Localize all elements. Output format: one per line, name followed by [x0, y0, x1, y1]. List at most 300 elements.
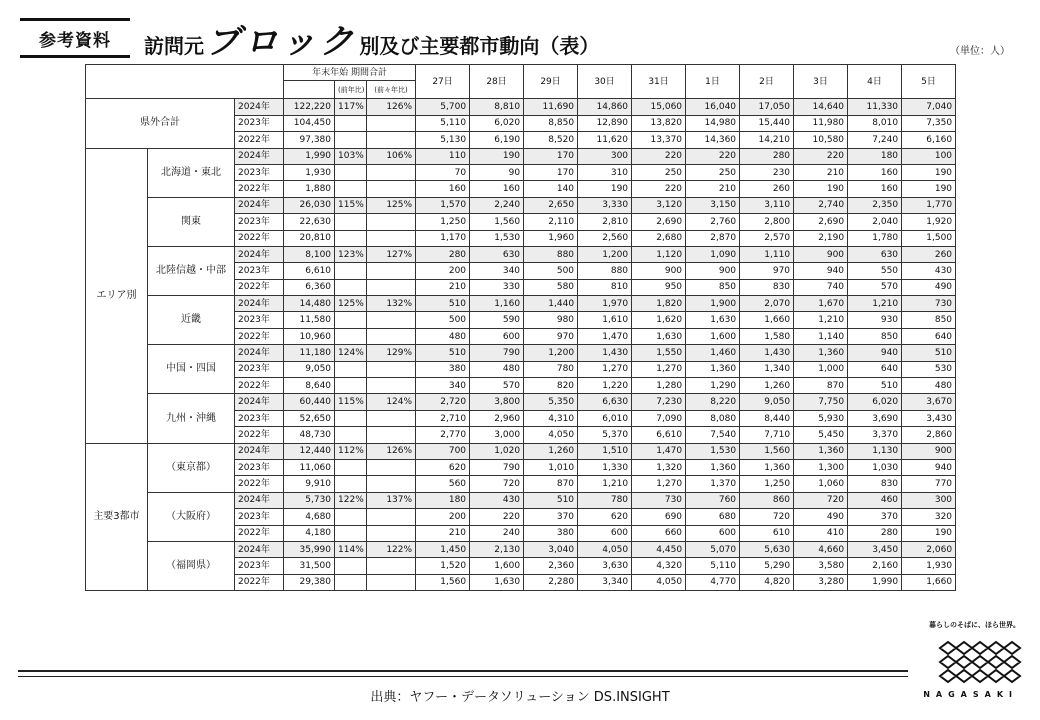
yoy2-cell	[367, 263, 416, 279]
yoy-cell	[335, 279, 367, 295]
year-cell: 2023年	[235, 312, 284, 328]
day-value-cell: 1,290	[686, 378, 740, 394]
header-day: 4日	[848, 65, 902, 99]
day-value-cell: 1,120	[632, 246, 686, 262]
day-value-cell: 1,450	[416, 541, 470, 557]
subcategory-cell: （福岡県）	[148, 541, 235, 590]
day-value-cell: 14,640	[794, 99, 848, 115]
day-value-cell: 16,040	[686, 99, 740, 115]
day-value-cell: 1,320	[632, 459, 686, 475]
day-value-cell: 210	[686, 181, 740, 197]
day-value-cell: 560	[416, 476, 470, 492]
day-value-cell: 1,250	[416, 214, 470, 230]
day-value-cell: 210	[794, 164, 848, 180]
total-cell: 4,680	[284, 509, 335, 525]
total-cell: 4,180	[284, 525, 335, 541]
day-value-cell: 2,680	[632, 230, 686, 246]
year-cell: 2022年	[235, 427, 284, 443]
total-cell: 31,500	[284, 558, 335, 574]
title-suffix: 別及び主要都市動向（表）	[359, 34, 600, 58]
day-value-cell: 1,630	[470, 574, 524, 590]
table-row	[86, 492, 956, 508]
day-value-cell: 180	[416, 492, 470, 508]
yoy-cell: 115%	[335, 394, 367, 410]
day-value-cell: 720	[470, 476, 524, 492]
yoy-cell: 123%	[335, 246, 367, 262]
day-value-cell: 160	[416, 181, 470, 197]
day-value-cell: 900	[686, 263, 740, 279]
day-value-cell: 880	[578, 263, 632, 279]
day-value-cell: 7,350	[902, 115, 956, 131]
table-row	[86, 345, 956, 361]
day-value-cell: 1,570	[416, 197, 470, 213]
day-value-cell: 1,970	[578, 296, 632, 312]
day-value-cell: 1,600	[686, 328, 740, 344]
day-value-cell: 110	[416, 148, 470, 164]
day-value-cell: 1,360	[740, 459, 794, 475]
day-value-cell: 2,860	[902, 427, 956, 443]
yoy-cell	[335, 427, 367, 443]
table-row	[86, 148, 956, 164]
year-cell: 2022年	[235, 132, 284, 148]
yoy-cell: 114%	[335, 541, 367, 557]
year-cell: 2024年	[235, 443, 284, 459]
yoy-cell	[335, 574, 367, 590]
day-value-cell: 220	[794, 148, 848, 164]
day-value-cell: 580	[524, 279, 578, 295]
day-value-cell: 3,670	[902, 394, 956, 410]
day-value-cell: 1,060	[794, 476, 848, 492]
header-sub-blank	[284, 81, 335, 99]
day-value-cell: 2,070	[740, 296, 794, 312]
subcategory-cell: （大阪府）	[148, 492, 235, 541]
day-value-cell: 220	[632, 148, 686, 164]
table-row	[86, 541, 956, 557]
day-value-cell: 1,510	[578, 443, 632, 459]
year-cell: 2023年	[235, 509, 284, 525]
day-value-cell: 3,630	[578, 558, 632, 574]
yoy-cell: 112%	[335, 443, 367, 459]
day-value-cell: 1,220	[578, 378, 632, 394]
day-value-cell: 160	[848, 181, 902, 197]
day-value-cell: 5,930	[794, 410, 848, 426]
total-cell: 9,910	[284, 476, 335, 492]
day-value-cell: 1,210	[578, 476, 632, 492]
total-cell: 1,990	[284, 148, 335, 164]
total-cell: 52,650	[284, 410, 335, 426]
year-cell: 2022年	[235, 279, 284, 295]
total-cell: 11,580	[284, 312, 335, 328]
total-cell: 97,380	[284, 132, 335, 148]
day-value-cell: 1,260	[740, 378, 794, 394]
yoy2-cell: 124%	[367, 394, 416, 410]
day-value-cell: 610	[740, 525, 794, 541]
day-value-cell: 170	[524, 164, 578, 180]
day-value-cell: 1,460	[686, 345, 740, 361]
yoy2-cell	[367, 181, 416, 197]
total-cell: 35,990	[284, 541, 335, 557]
yoy-cell	[335, 312, 367, 328]
day-value-cell: 850	[686, 279, 740, 295]
title-prefix: 訪問元	[144, 34, 204, 58]
day-value-cell: 5,290	[740, 558, 794, 574]
day-value-cell: 1,660	[740, 312, 794, 328]
yoy-cell	[335, 509, 367, 525]
header-day: 2日	[740, 65, 794, 99]
total-cell: 104,450	[284, 115, 335, 131]
day-value-cell: 8,520	[524, 132, 578, 148]
yoy2-cell: 126%	[367, 99, 416, 115]
day-value-cell: 1,530	[686, 443, 740, 459]
day-value-cell: 8,810	[470, 99, 524, 115]
yoy2-cell: 106%	[367, 148, 416, 164]
day-value-cell: 480	[902, 378, 956, 394]
total-cell: 1,880	[284, 181, 335, 197]
nagasaki-logo-icon	[936, 636, 1022, 686]
day-value-cell: 1,930	[902, 558, 956, 574]
year-cell: 2022年	[235, 574, 284, 590]
yoy-cell	[335, 230, 367, 246]
day-value-cell: 430	[902, 263, 956, 279]
day-value-cell: 1,330	[578, 459, 632, 475]
day-value-cell: 330	[470, 279, 524, 295]
day-value-cell: 250	[686, 164, 740, 180]
day-value-cell: 430	[470, 492, 524, 508]
total-cell: 6,360	[284, 279, 335, 295]
day-value-cell: 1,360	[794, 443, 848, 459]
day-value-cell: 4,050	[524, 427, 578, 443]
day-value-cell: 1,000	[794, 361, 848, 377]
day-value-cell: 600	[578, 525, 632, 541]
day-value-cell: 510	[416, 345, 470, 361]
day-value-cell: 480	[416, 328, 470, 344]
day-value-cell: 2,190	[794, 230, 848, 246]
yoy2-cell	[367, 164, 416, 180]
day-value-cell: 2,650	[524, 197, 578, 213]
total-cell: 8,100	[284, 246, 335, 262]
day-value-cell: 490	[794, 509, 848, 525]
subcategory-cell: 近畿	[148, 296, 235, 345]
yoy-cell: 124%	[335, 345, 367, 361]
day-value-cell: 6,020	[470, 115, 524, 131]
day-value-cell: 2,060	[902, 541, 956, 557]
table-row	[86, 394, 956, 410]
day-value-cell: 1,370	[686, 476, 740, 492]
yoy2-cell: 127%	[367, 246, 416, 262]
day-value-cell: 210	[416, 279, 470, 295]
yoy2-cell	[367, 230, 416, 246]
day-value-cell: 1,900	[686, 296, 740, 312]
header-sub-label: (前々年比)	[367, 81, 416, 99]
day-value-cell: 220	[632, 181, 686, 197]
day-value-cell: 4,660	[794, 541, 848, 557]
table-row	[86, 443, 956, 459]
day-value-cell: 3,280	[794, 574, 848, 590]
day-value-cell: 1,600	[470, 558, 524, 574]
footer-rule-bottom	[18, 676, 908, 677]
day-value-cell: 6,020	[848, 394, 902, 410]
day-value-cell: 2,720	[416, 394, 470, 410]
day-value-cell: 4,820	[740, 574, 794, 590]
year-cell: 2022年	[235, 230, 284, 246]
day-value-cell: 970	[740, 263, 794, 279]
day-value-cell: 530	[902, 361, 956, 377]
day-value-cell: 280	[740, 148, 794, 164]
day-value-cell: 70	[416, 164, 470, 180]
day-value-cell: 410	[794, 525, 848, 541]
year-cell: 2023年	[235, 263, 284, 279]
day-value-cell: 1,090	[686, 246, 740, 262]
year-cell: 2022年	[235, 525, 284, 541]
day-value-cell: 900	[902, 443, 956, 459]
yoy2-cell	[367, 132, 416, 148]
day-value-cell: 600	[470, 328, 524, 344]
table-row	[86, 296, 956, 312]
day-value-cell: 8,080	[686, 410, 740, 426]
day-value-cell: 1,200	[524, 345, 578, 361]
day-value-cell: 4,770	[686, 574, 740, 590]
day-value-cell: 1,550	[632, 345, 686, 361]
day-value-cell: 7,750	[794, 394, 848, 410]
day-value-cell: 7,040	[902, 99, 956, 115]
day-value-cell: 190	[578, 181, 632, 197]
day-value-cell: 460	[848, 492, 902, 508]
day-value-cell: 8,010	[848, 115, 902, 131]
day-value-cell: 6,160	[902, 132, 956, 148]
yoy-cell: 117%	[335, 99, 367, 115]
day-value-cell: 500	[416, 312, 470, 328]
yoy-cell	[335, 181, 367, 197]
day-value-cell: 2,710	[416, 410, 470, 426]
day-value-cell: 950	[632, 279, 686, 295]
header-day: 28日	[470, 65, 524, 99]
day-value-cell: 500	[524, 263, 578, 279]
day-value-cell: 1,920	[902, 214, 956, 230]
day-value-cell: 1,200	[578, 246, 632, 262]
day-value-cell: 3,580	[794, 558, 848, 574]
day-value-cell: 1,470	[578, 328, 632, 344]
day-value-cell: 3,330	[578, 197, 632, 213]
yoy-cell: 125%	[335, 296, 367, 312]
yoy-cell	[335, 263, 367, 279]
day-value-cell: 1,620	[632, 312, 686, 328]
day-value-cell: 510	[416, 296, 470, 312]
total-cell: 6,610	[284, 263, 335, 279]
day-value-cell: 13,370	[632, 132, 686, 148]
yoy-cell: 122%	[335, 492, 367, 508]
day-value-cell: 2,760	[686, 214, 740, 230]
day-value-cell: 1,560	[416, 574, 470, 590]
day-value-cell: 220	[470, 509, 524, 525]
day-value-cell: 190	[902, 164, 956, 180]
yoy2-cell: 129%	[367, 345, 416, 361]
category-cell: エリア別	[86, 148, 148, 443]
yoy-cell	[335, 214, 367, 230]
total-cell: 12,440	[284, 443, 335, 459]
yoy2-cell: 122%	[367, 541, 416, 557]
day-value-cell: 2,570	[740, 230, 794, 246]
day-value-cell: 1,250	[740, 476, 794, 492]
day-value-cell: 600	[686, 525, 740, 541]
day-value-cell: 4,310	[524, 410, 578, 426]
header-day: 1日	[686, 65, 740, 99]
table-row	[86, 99, 956, 115]
yoy2-cell	[367, 378, 416, 394]
yoy2-cell: 132%	[367, 296, 416, 312]
total-cell: 20,810	[284, 230, 335, 246]
day-value-cell: 210	[416, 525, 470, 541]
day-value-cell: 3,000	[470, 427, 524, 443]
day-value-cell: 1,560	[740, 443, 794, 459]
category-cell: 主要3都市	[86, 443, 148, 591]
day-value-cell: 5,130	[416, 132, 470, 148]
day-value-cell: 260	[740, 181, 794, 197]
day-value-cell: 1,020	[470, 443, 524, 459]
yoy-cell	[335, 410, 367, 426]
day-value-cell: 300	[902, 492, 956, 508]
day-value-cell: 190	[902, 181, 956, 197]
day-value-cell: 480	[470, 361, 524, 377]
total-cell: 1,930	[284, 164, 335, 180]
day-value-cell: 11,620	[578, 132, 632, 148]
day-value-cell: 11,980	[794, 115, 848, 131]
day-value-cell: 280	[848, 525, 902, 541]
day-value-cell: 160	[470, 181, 524, 197]
day-value-cell: 780	[524, 361, 578, 377]
yoy-cell	[335, 328, 367, 344]
day-value-cell: 1,270	[578, 361, 632, 377]
day-value-cell: 790	[470, 345, 524, 361]
day-value-cell: 2,240	[470, 197, 524, 213]
day-value-cell: 11,690	[524, 99, 578, 115]
day-value-cell: 2,560	[578, 230, 632, 246]
yoy-cell	[335, 558, 367, 574]
day-value-cell: 1,280	[632, 378, 686, 394]
day-value-cell: 8,440	[740, 410, 794, 426]
category-cell: 県外合計	[86, 99, 235, 148]
day-value-cell: 760	[686, 492, 740, 508]
day-value-cell: 9,050	[740, 394, 794, 410]
total-cell: 60,440	[284, 394, 335, 410]
day-value-cell: 2,810	[578, 214, 632, 230]
day-value-cell: 1,660	[902, 574, 956, 590]
reference-label: 参考資料	[20, 18, 130, 58]
day-value-cell: 1,360	[686, 361, 740, 377]
day-value-cell: 200	[416, 509, 470, 525]
day-value-cell: 180	[848, 148, 902, 164]
day-value-cell: 8,850	[524, 115, 578, 131]
day-value-cell: 280	[416, 246, 470, 262]
day-value-cell: 5,070	[686, 541, 740, 557]
day-value-cell: 190	[470, 148, 524, 164]
yoy2-cell	[367, 427, 416, 443]
year-cell: 2023年	[235, 361, 284, 377]
day-value-cell: 100	[902, 148, 956, 164]
yoy2-cell: 137%	[367, 492, 416, 508]
day-value-cell: 310	[578, 164, 632, 180]
day-value-cell: 2,690	[632, 214, 686, 230]
subcategory-cell: 九州・沖縄	[148, 394, 235, 443]
day-value-cell: 810	[578, 279, 632, 295]
total-cell: 11,180	[284, 345, 335, 361]
yoy2-cell: 126%	[367, 443, 416, 459]
day-value-cell: 930	[848, 312, 902, 328]
year-cell: 2022年	[235, 378, 284, 394]
day-value-cell: 570	[470, 378, 524, 394]
day-value-cell: 680	[686, 509, 740, 525]
subcategory-cell: 北陸信越・中部	[148, 246, 235, 295]
source-citation: 出典：ヤフー・データソリューション DS.INSIGHT	[370, 690, 670, 705]
day-value-cell: 1,170	[416, 230, 470, 246]
header-day: 5日	[902, 65, 956, 99]
day-value-cell: 490	[902, 279, 956, 295]
day-value-cell: 850	[902, 312, 956, 328]
day-value-cell: 7,540	[686, 427, 740, 443]
yoy2-cell	[367, 525, 416, 541]
subcategory-cell: 関東	[148, 197, 235, 246]
day-value-cell: 620	[578, 509, 632, 525]
day-value-cell: 1,140	[794, 328, 848, 344]
day-value-cell: 640	[902, 328, 956, 344]
day-value-cell: 510	[524, 492, 578, 508]
day-value-cell: 2,800	[740, 214, 794, 230]
day-value-cell: 14,210	[740, 132, 794, 148]
day-value-cell: 14,980	[686, 115, 740, 131]
day-value-cell: 160	[848, 164, 902, 180]
day-value-cell: 1,210	[848, 296, 902, 312]
day-value-cell: 4,320	[632, 558, 686, 574]
day-value-cell: 3,800	[470, 394, 524, 410]
year-cell: 2023年	[235, 459, 284, 475]
day-value-cell: 10,580	[794, 132, 848, 148]
day-value-cell: 1,610	[578, 312, 632, 328]
yoy-cell	[335, 378, 367, 394]
day-value-cell: 11,330	[848, 99, 902, 115]
day-value-cell: 1,010	[524, 459, 578, 475]
day-value-cell: 15,440	[740, 115, 794, 131]
day-value-cell: 970	[524, 328, 578, 344]
year-cell: 2022年	[235, 181, 284, 197]
day-value-cell: 3,110	[740, 197, 794, 213]
logo-name: NAGASAKI	[923, 690, 1018, 699]
day-value-cell: 2,040	[848, 214, 902, 230]
day-value-cell: 1,440	[524, 296, 578, 312]
day-value-cell: 1,670	[794, 296, 848, 312]
day-value-cell: 570	[848, 279, 902, 295]
day-value-cell: 6,630	[578, 394, 632, 410]
day-value-cell: 7,240	[848, 132, 902, 148]
year-cell: 2022年	[235, 328, 284, 344]
header-day: 29日	[524, 65, 578, 99]
day-value-cell: 370	[524, 509, 578, 525]
header-day: 30日	[578, 65, 632, 99]
subcategory-cell: 中国・四国	[148, 345, 235, 394]
day-value-cell: 4,450	[632, 541, 686, 557]
day-value-cell: 1,430	[578, 345, 632, 361]
day-value-cell: 230	[740, 164, 794, 180]
year-cell: 2024年	[235, 492, 284, 508]
yoy-cell	[335, 525, 367, 541]
year-cell: 2022年	[235, 476, 284, 492]
year-cell: 2024年	[235, 296, 284, 312]
day-value-cell: 300	[578, 148, 632, 164]
yoy2-cell	[367, 312, 416, 328]
header-day: 27日	[416, 65, 470, 99]
yoy2-cell	[367, 558, 416, 574]
day-value-cell: 510	[848, 378, 902, 394]
day-value-cell: 2,870	[686, 230, 740, 246]
day-value-cell: 380	[524, 525, 578, 541]
